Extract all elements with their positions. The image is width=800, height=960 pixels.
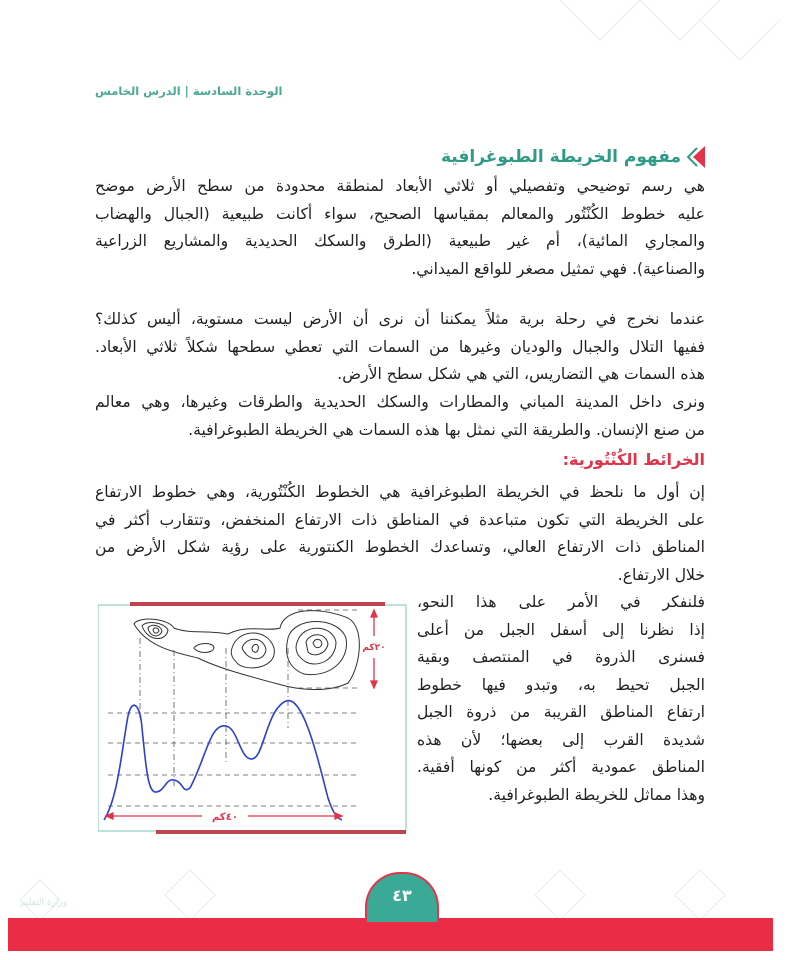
section-title-text: مفهوم الخريطة الطبوغرافية <box>441 147 681 167</box>
text-line: شديدة القرب إلى بعضها؛ لأن هذه <box>417 730 705 749</box>
figure-top-bar <box>130 602 385 606</box>
landmarks-paragraph <box>95 389 705 444</box>
breadcrumb: الوحدة السادسة | الدرس الخامس <box>95 84 283 98</box>
definition-paragraph <box>95 173 705 283</box>
text-line: هذه السمات هي التضاريس، التي هي شكل سطح الأرض. <box>337 365 705 383</box>
contour-maps-heading: الخرائط الكُنْتُورية: <box>562 450 705 469</box>
text-line: ففيها التلال والجبال والوديان وغيرها من السمات التي تعطي سطحها شكلاً ثلاثي الأبعاد. <box>95 337 705 356</box>
text-line: إن أول ما نلحظ في الخريطة الطبوغرافية هي الخطوط الكُنْتُورية، وهي خطوط الارتفاع <box>95 483 705 501</box>
figure-bottom-bar <box>156 830 406 834</box>
terrain-paragraph <box>95 306 705 389</box>
text-line: فسنرى الذروة في المنتصف وبقية <box>417 648 705 666</box>
text-line: المناطق ذات الارتفاع العالي، وتساعدك الخطوط الكنتورية على رؤية شكل الأرض من <box>95 538 705 556</box>
text-line: من صنع الإنسان. والطريقة التي نمثل بها هذه السمات هي الخريطة الطبوغرافية. <box>188 420 705 439</box>
text-line: على الخريطة التي تكون متباعدة في المناطق ذات الارتفاع المنخفض، وتتقارب أكثر في <box>95 510 705 529</box>
width-label: ٤٠كم <box>212 812 238 823</box>
text-line: عليه خطوط الكُنْتُور والمعالم بمقياسها الصحيح، سواء أكانت طبيعية (الجبال والهضاب <box>95 204 705 223</box>
text-line: ارتفاع المناطق القريبة من ذروة الجبل <box>417 703 705 721</box>
contour-explanation <box>417 589 705 809</box>
contour-profile-figure <box>98 598 408 838</box>
text-line: هي رسم توضيحي وتفصيلي أو ثلاثي الأبعاد لمنطقة محدودة من سطح الأرض موضح <box>95 177 705 195</box>
text-line: والمجاري المائية)، أم غير طبيعية (الطرق والسكك الحديدية والمشاريع الزراعية <box>95 232 705 250</box>
ministry-logo: وزارة التعليم <box>20 898 68 908</box>
text-line: خلال الارتفاع. <box>617 565 705 584</box>
text-line: إذا نظرنا إلى أسفل الجبل من أعلى <box>417 620 705 639</box>
footer-band <box>8 918 773 951</box>
chevron-marker-icon <box>687 146 705 168</box>
text-line: والصناعية). فهي تمثيل مصغر للواقع الميداني. <box>411 259 705 278</box>
text-line: فلنفكر في الأمر على هذا النحو، <box>417 593 705 611</box>
text-line: ونرى داخل المدينة المباني والمطارات والسكك الحديدية والطرقات وغيرها، وهي معالم <box>95 393 705 411</box>
text-line: عندما نخرج في رحلة برية مثلاً يمكننا أن نرى أن الأرض ليست مستوية، أليس كذلك؟ <box>95 310 705 328</box>
text-line: وهذا مماثل للخريطة الطبوغرافية. <box>488 785 705 804</box>
section-title <box>441 146 705 168</box>
text-line: الجبل تحيط به، وتبدو فيها خطوط <box>417 675 705 694</box>
page-number: ٤٣ <box>365 872 439 922</box>
contour-paragraph <box>95 479 705 589</box>
text-line: المناطق عمودية أكثر من كونها أفقية. <box>417 758 705 776</box>
height-label: ٢٠كم <box>362 643 386 653</box>
